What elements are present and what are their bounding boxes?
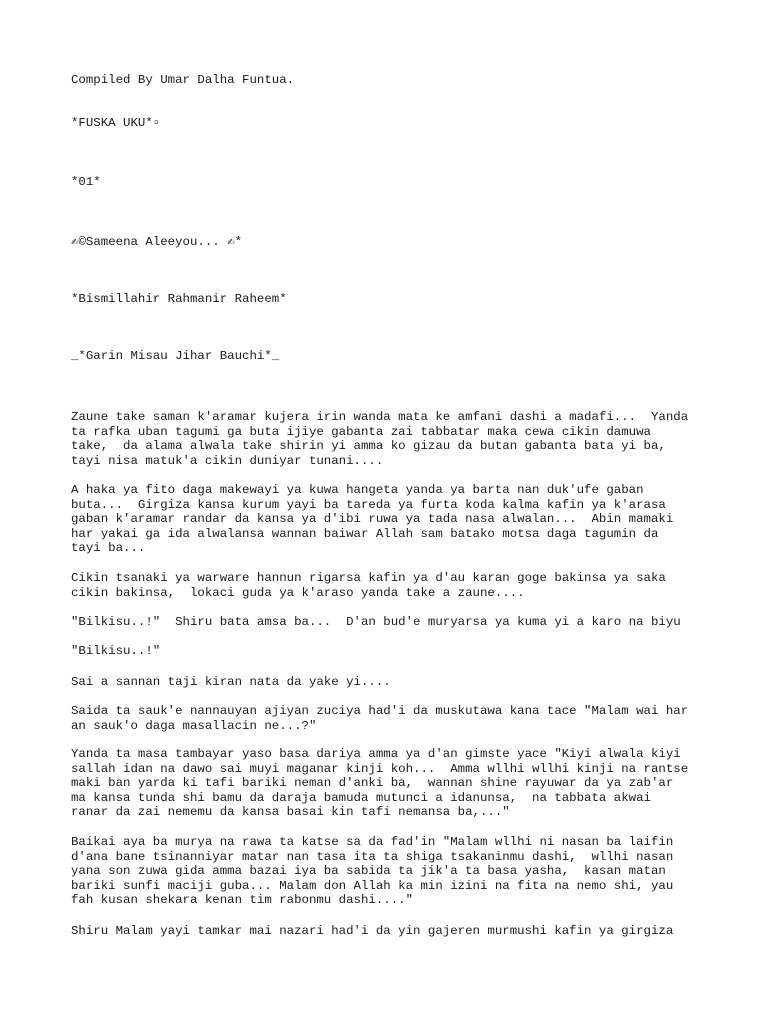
paragraph bbox=[71, 483, 711, 556]
paragraph-line: Shiru Malam yayi tamkar mai nazari had'i da yin gajeren murmushi kafin ya girgiza bbox=[71, 924, 674, 938]
paragraph-line: an sauk'o daga masallacin ne...?" bbox=[71, 718, 317, 733]
paragraph-line: gaban k'aramar randar da kansa ya d'ibi ruwa ya tada nasa alwalan... Abin mamaki bbox=[71, 512, 674, 527]
paragraph-line: ta rafka uban tagumi ga buta ijiye gabanta zai tabbatar maka cewa cikin damuwa bbox=[71, 424, 651, 439]
paragraph-line: cikin bakinsa, lokaci guda ya k'araso yanda take a zaune.... bbox=[71, 585, 525, 600]
paragraph-line: take, da alama alwala take shirin yi amma ko gizau da butan gabanta bata yi ba, bbox=[71, 439, 666, 454]
paragraph-line: har yakai ga ida alwalansa wannan baiwar Allah sam batako motsa daga tagumin da bbox=[71, 526, 659, 541]
paragraph bbox=[71, 571, 711, 600]
paragraph-line: tayi ba... bbox=[71, 541, 146, 556]
chapter-number: *01* bbox=[71, 175, 101, 189]
paragraph bbox=[71, 410, 711, 468]
paragraph-line: fah kusan shekara kenan tim rabonmu dashi...." bbox=[71, 893, 414, 908]
paragraph-line: maki ban yarda ki tafi bariki neman d'anki ba, wannan shine rayuwar da ya zab'ar bbox=[71, 776, 674, 791]
author-line: ✍©Sameena Aleeyou... ✍* bbox=[71, 235, 243, 249]
paragraph-line: d'ana bane tsinanniyar matar nan tasa ita ta shiga tsakaninmu dashi, wllhi nasan bbox=[71, 849, 674, 864]
compiled-by: Compiled By Umar Dalha Funtua. bbox=[71, 73, 295, 87]
bismillah-line: *Bismillahir Rahmanir Raheem* bbox=[71, 292, 287, 306]
paragraph bbox=[71, 675, 711, 690]
paragraph-line: Yanda ta masa tambayar yaso basa dariya amma ya d'an gimste yace "Kiyi alwala kiyi bbox=[71, 747, 681, 761]
paragraph bbox=[71, 704, 711, 733]
paragraph-line: buta... Girgiza kansa kurum yayi ba tareda ya furta koda kalma kafin ya k'arasa bbox=[71, 497, 666, 512]
paragraph-line: tayi nisa matuk'a cikin duniyar tunani.... bbox=[71, 453, 384, 468]
paragraph-line: "Bilkisu..!" bbox=[71, 644, 161, 658]
paragraph-line: sallah idan na dawo sai muyi maganar kinji koh... Amma wllhi wllhi kinji na rantse bbox=[71, 761, 689, 776]
location-line: _*Garin Misau Jihar Bauchi*_ bbox=[71, 349, 280, 363]
paragraph-line: Baikai aya ba murya na rawa ta katse sa da fad'in "Malam wllhi ni nasan ba laifin bbox=[71, 835, 674, 849]
story-title: *FUSKA UKU*▫ bbox=[71, 116, 161, 130]
paragraph-line: A haka ya fito daga makewayi ya kuwa hangeta yanda ya barta nan duk'ufe gaban bbox=[71, 483, 644, 497]
paragraph-line: yana son zuwa gida amma bazai iya ba sabida ta jik'a ta basa yasha, kasan matan bbox=[71, 864, 666, 879]
paragraph bbox=[71, 747, 711, 820]
paragraph-line: bariki sunfi maciji guba... Malam don Allah ka min izini na fita na nemo shi, yau bbox=[71, 878, 674, 893]
paragraph bbox=[71, 644, 711, 659]
paragraph-line: Cikin tsanaki ya warware hannun rigarsa kafin ya d'au karan goge bakinsa ya saka bbox=[71, 571, 666, 585]
paragraph-line: Zaune take saman k'aramar kujera irin wanda mata ke amfani dashi a madafi... Yanda bbox=[71, 410, 689, 424]
paragraph bbox=[71, 835, 711, 908]
paragraph bbox=[71, 924, 711, 939]
paragraph-line: ranar da zai nememu da kansa basai kin tafi nemansa ba,..." bbox=[71, 805, 510, 820]
paragraph-line: Saida ta sauk'e nannauyan ajiyan zuciya had'i da muskutawa kana tace "Malam wai har bbox=[71, 704, 689, 718]
paragraph bbox=[71, 615, 711, 630]
paragraph-line: Sai a sannan taji kiran nata da yake yi.... bbox=[71, 675, 391, 689]
paragraph-line: "Bilkisu..!" Shiru bata amsa ba... D'an bud'e muryarsa ya kuma yi a karo na biyu bbox=[71, 615, 681, 629]
paragraph-line: ma kansa tunda shi bamu da daraja bamuda mutunci a idanunsa, na tabbata akwai bbox=[71, 790, 651, 805]
